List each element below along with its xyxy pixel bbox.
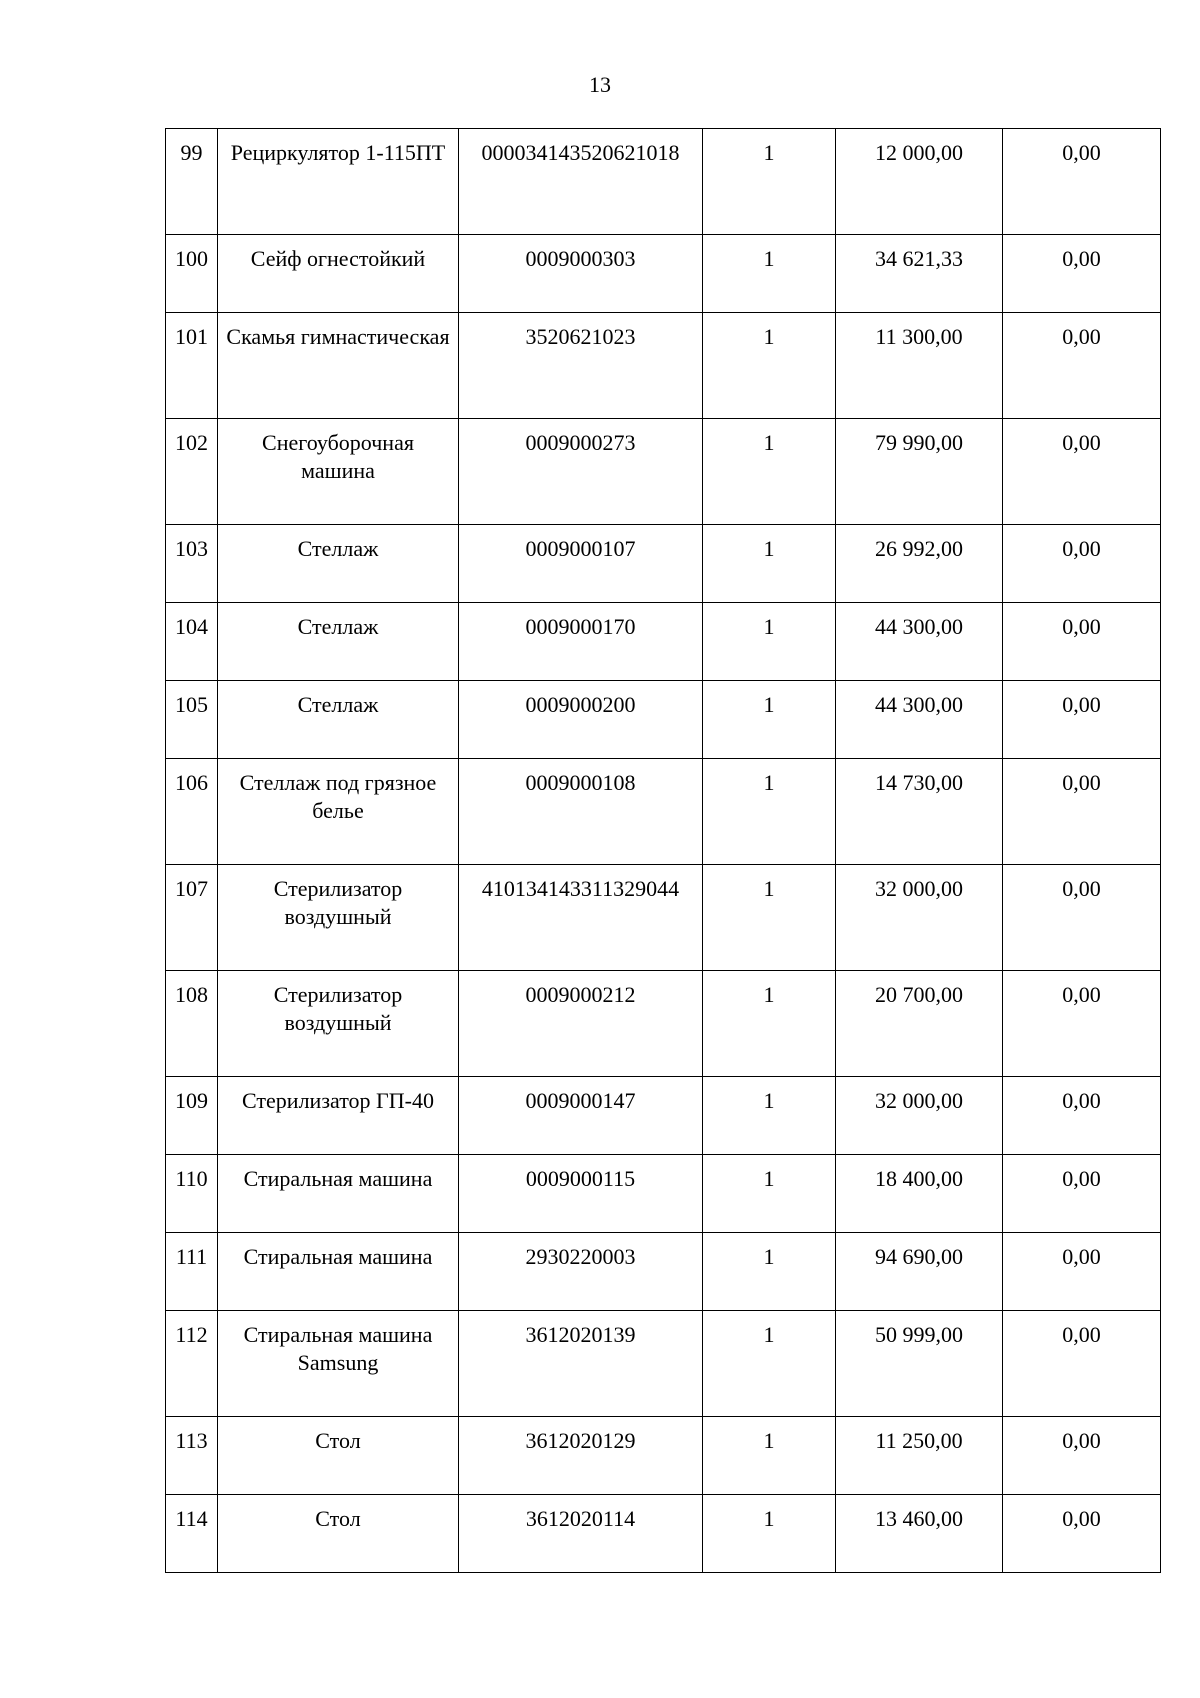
cell-cost: 44 300,00	[836, 681, 1003, 759]
cell-name: Стеллаж	[218, 525, 459, 603]
cell-inventory-number: 0009000273	[459, 419, 703, 525]
cell-name: Стиральная машина	[218, 1233, 459, 1311]
table-row	[166, 603, 1161, 681]
cell-residual: 0,00	[1003, 235, 1161, 313]
table-row	[166, 681, 1161, 759]
table-row	[166, 865, 1161, 971]
cell-inventory-number: 0009000200	[459, 681, 703, 759]
cell-number: 113	[166, 1417, 218, 1495]
cell-number: 111	[166, 1233, 218, 1311]
cell-residual: 0,00	[1003, 1233, 1161, 1311]
cell-quantity: 1	[703, 313, 836, 419]
cell-inventory-number: 3520621023	[459, 313, 703, 419]
cell-name: Стерилизатор воздушный	[218, 971, 459, 1077]
cell-residual: 0,00	[1003, 1311, 1161, 1417]
cell-quantity: 1	[703, 865, 836, 971]
cell-quantity: 1	[703, 419, 836, 525]
cell-quantity: 1	[703, 525, 836, 603]
cell-inventory-number: 410134143311329044	[459, 865, 703, 971]
cell-name: Сейф огнестойкий	[218, 235, 459, 313]
cell-quantity: 1	[703, 759, 836, 865]
cell-number: 101	[166, 313, 218, 419]
cell-cost: 20 700,00	[836, 971, 1003, 1077]
cell-quantity: 1	[703, 971, 836, 1077]
cell-cost: 13 460,00	[836, 1495, 1003, 1573]
cell-number: 100	[166, 235, 218, 313]
cell-residual: 0,00	[1003, 603, 1161, 681]
cell-cost: 11 300,00	[836, 313, 1003, 419]
cell-cost: 50 999,00	[836, 1311, 1003, 1417]
cell-inventory-number: 3612020114	[459, 1495, 703, 1573]
cell-inventory-number: 3612020129	[459, 1417, 703, 1495]
cell-number: 104	[166, 603, 218, 681]
cell-inventory-number: 0009000212	[459, 971, 703, 1077]
cell-quantity: 1	[703, 1495, 836, 1573]
cell-cost: 34 621,33	[836, 235, 1003, 313]
cell-residual: 0,00	[1003, 129, 1161, 235]
cell-number: 99	[166, 129, 218, 235]
cell-name: Стерилизатор ГП-40	[218, 1077, 459, 1155]
cell-quantity: 1	[703, 1077, 836, 1155]
cell-residual: 0,00	[1003, 419, 1161, 525]
cell-quantity: 1	[703, 1155, 836, 1233]
cell-name: Стол	[218, 1417, 459, 1495]
cell-quantity: 1	[703, 129, 836, 235]
cell-residual: 0,00	[1003, 1077, 1161, 1155]
cell-number: 105	[166, 681, 218, 759]
cell-name: Стол	[218, 1495, 459, 1573]
cell-inventory-number: 0009000303	[459, 235, 703, 313]
cell-name: Стеллаж	[218, 603, 459, 681]
cell-name: Скамья гимнастическая	[218, 313, 459, 419]
cell-name: Стиральная машина Samsung	[218, 1311, 459, 1417]
table-row	[166, 313, 1161, 419]
table-row	[166, 1311, 1161, 1417]
table-row	[166, 1495, 1161, 1573]
cell-residual: 0,00	[1003, 865, 1161, 971]
cell-number: 108	[166, 971, 218, 1077]
cell-name: Стерилизатор воздушный	[218, 865, 459, 971]
cell-number: 107	[166, 865, 218, 971]
cell-residual: 0,00	[1003, 971, 1161, 1077]
cell-residual: 0,00	[1003, 525, 1161, 603]
table-row	[166, 759, 1161, 865]
cell-quantity: 1	[703, 235, 836, 313]
cell-cost: 14 730,00	[836, 759, 1003, 865]
cell-number: 109	[166, 1077, 218, 1155]
cell-inventory-number: 0009000147	[459, 1077, 703, 1155]
cell-cost: 26 992,00	[836, 525, 1003, 603]
cell-name: Стиральная машина	[218, 1155, 459, 1233]
cell-name: Снегоуборочная машина	[218, 419, 459, 525]
cell-number: 106	[166, 759, 218, 865]
cell-residual: 0,00	[1003, 681, 1161, 759]
cell-cost: 94 690,00	[836, 1233, 1003, 1311]
cell-number: 110	[166, 1155, 218, 1233]
table-row	[166, 1417, 1161, 1495]
cell-cost: 79 990,00	[836, 419, 1003, 525]
table-row	[166, 525, 1161, 603]
cell-inventory-number: 0009000115	[459, 1155, 703, 1233]
table-row	[166, 235, 1161, 313]
cell-cost: 12 000,00	[836, 129, 1003, 235]
cell-residual: 0,00	[1003, 759, 1161, 865]
table-row	[166, 419, 1161, 525]
cell-residual: 0,00	[1003, 1495, 1161, 1573]
cell-cost: 11 250,00	[836, 1417, 1003, 1495]
cell-number: 114	[166, 1495, 218, 1573]
cell-name: Рециркулятор 1-115ПТ	[218, 129, 459, 235]
table-row	[166, 1233, 1161, 1311]
cell-quantity: 1	[703, 603, 836, 681]
table-row	[166, 1155, 1161, 1233]
cell-inventory-number: 000034143520621018	[459, 129, 703, 235]
cell-cost: 44 300,00	[836, 603, 1003, 681]
cell-cost: 18 400,00	[836, 1155, 1003, 1233]
cell-quantity: 1	[703, 1311, 836, 1417]
cell-name: Стеллаж под грязное белье	[218, 759, 459, 865]
cell-quantity: 1	[703, 1417, 836, 1495]
table-row	[166, 971, 1161, 1077]
cell-quantity: 1	[703, 681, 836, 759]
cell-residual: 0,00	[1003, 1155, 1161, 1233]
cell-cost: 32 000,00	[836, 1077, 1003, 1155]
cell-name: Стеллаж	[218, 681, 459, 759]
cell-quantity: 1	[703, 1233, 836, 1311]
cell-residual: 0,00	[1003, 1417, 1161, 1495]
cell-inventory-number: 2930220003	[459, 1233, 703, 1311]
cell-inventory-number: 3612020139	[459, 1311, 703, 1417]
cell-number: 102	[166, 419, 218, 525]
cell-inventory-number: 0009000108	[459, 759, 703, 865]
cell-inventory-number: 0009000170	[459, 603, 703, 681]
cell-inventory-number: 0009000107	[459, 525, 703, 603]
cell-cost: 32 000,00	[836, 865, 1003, 971]
cell-residual: 0,00	[1003, 313, 1161, 419]
page-number: 13	[589, 72, 611, 97]
cell-number: 103	[166, 525, 218, 603]
table-row	[166, 1077, 1161, 1155]
cell-number: 112	[166, 1311, 218, 1417]
table-row	[166, 129, 1161, 235]
inventory-table	[165, 128, 1161, 1573]
